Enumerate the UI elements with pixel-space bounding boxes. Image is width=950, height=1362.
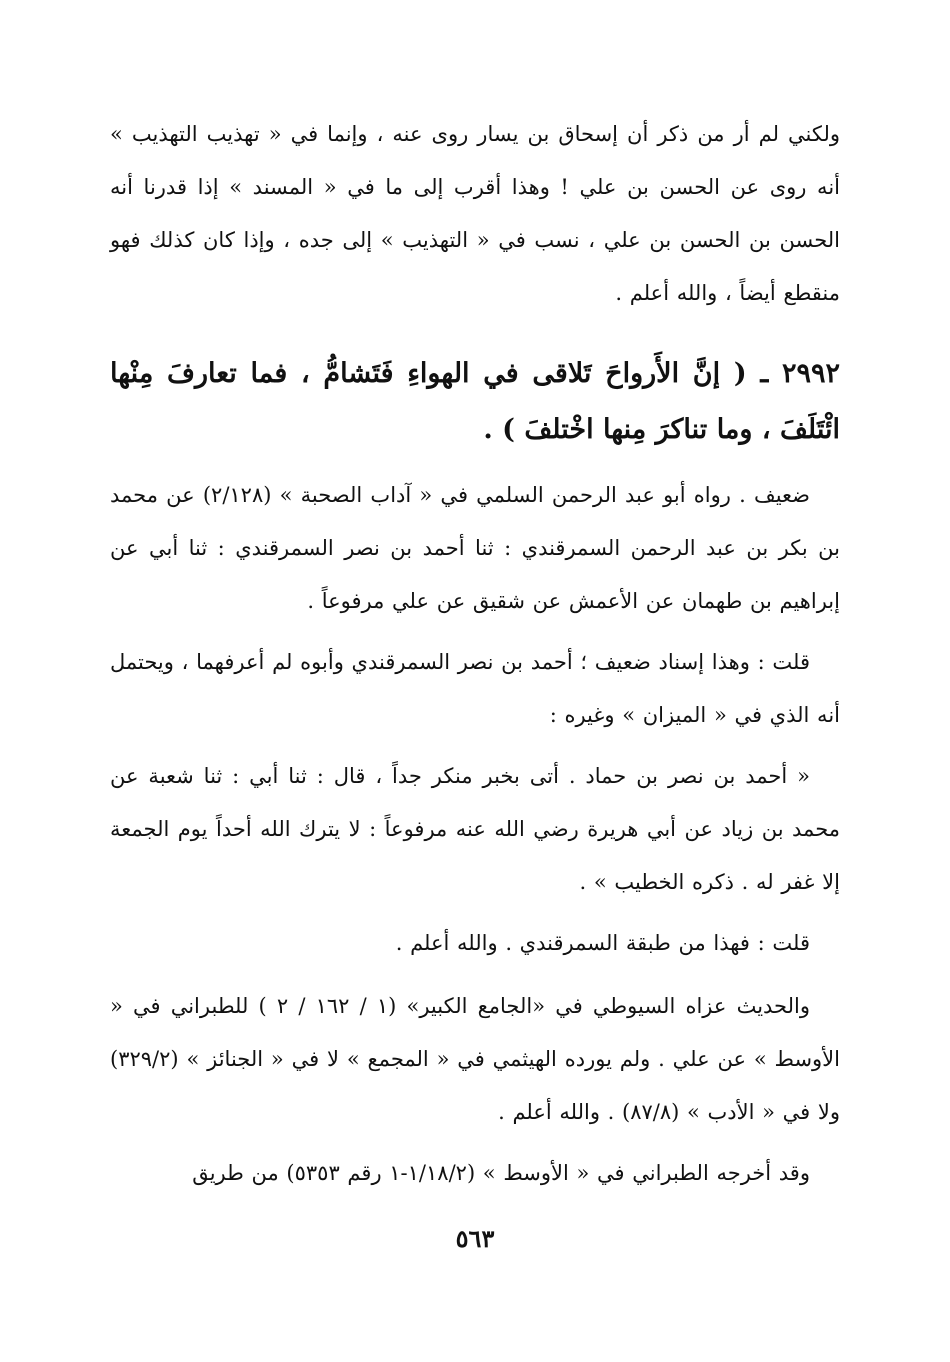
page-number: ٥٦٣ — [455, 1224, 495, 1253]
hadith-heading: ٢٩٩٢ ـ ( إنَّ الأَرواحَ تَلاقى في الهواءِ فَتَشامُّ ، فما تعارفَ مِنْها ائْتَلَفَ ، وما تناكرَ مِنها اخْتلفَ ) . — [110, 358, 840, 445]
paragraph-tabarani-note: وقد أخرجه الطبراني في « الأوسط » (١/١٨/٢-١ رقم ٥٣٥٣) من طريق — [192, 1161, 810, 1185]
paragraph-takhrij: ضعيف . رواه أبو عبد الرحمن السلمي في « آداب الصحبة » (٢/١٢٨) عن محمد بن بكر بن عبد الرحمن السمرقندي : ثنا أحمد بن نصر السمرقندي : ثنا أبي عن إبراهيم بن طهمان عن الأعمش عن شقيق عن علي مرفوعاً . — [110, 483, 840, 613]
paragraph-suyuti-note: والحديث عزاه السيوطي في «الجامع الكبير» (١ / ١٦٢ / ٢ ) للطبراني في « الأوسط » عن علي . ولم يورده الهيثمي في « المجمع » لا في « الجنائز » (٣٢٩/٢) ولا في « الأدب » (٨٧/٨) . والله أعلم . — [110, 994, 840, 1124]
paragraph-isnad-note: قلت : وهذا إسناد ضعيف ؛ أحمد بن نصر السمرقندي وأبوه لم أعرفهما ، ويحتمل أنه الذي في « الميزان » وغيره : — [110, 650, 840, 727]
paragraph-tabaqa-note: قلت : فهذا من طبقة السمرقندي . والله أعلم . — [395, 931, 810, 955]
paragraph-intro: ولكني لم أر من ذكر أن إسحاق بن يسار روى عنه ، وإنما في « تهذيب التهذيب » أنه روى عن الحسن بن علي ! وهذا أقرب إلى ما في « المسند » إذا قدرنا أنه الحسن بن الحسن بن علي ، نسب في « التهذيب » إلى جده ، وإذا كان كذلك فهو منقطع أيضاً ، والله أعلم . — [110, 122, 841, 305]
paragraph-mizan-quote: « أحمد بن نصر بن حماد . أتى بخبر منكر جداً ، قال : ثنا أبي : ثنا شعبة عن محمد بن زياد عن أبي هريرة رضي الله عنه مرفوعاً : لا يترك الله أحداً يوم الجمعة إلا غفر له . ذكره الخطيب » . — [110, 764, 840, 894]
